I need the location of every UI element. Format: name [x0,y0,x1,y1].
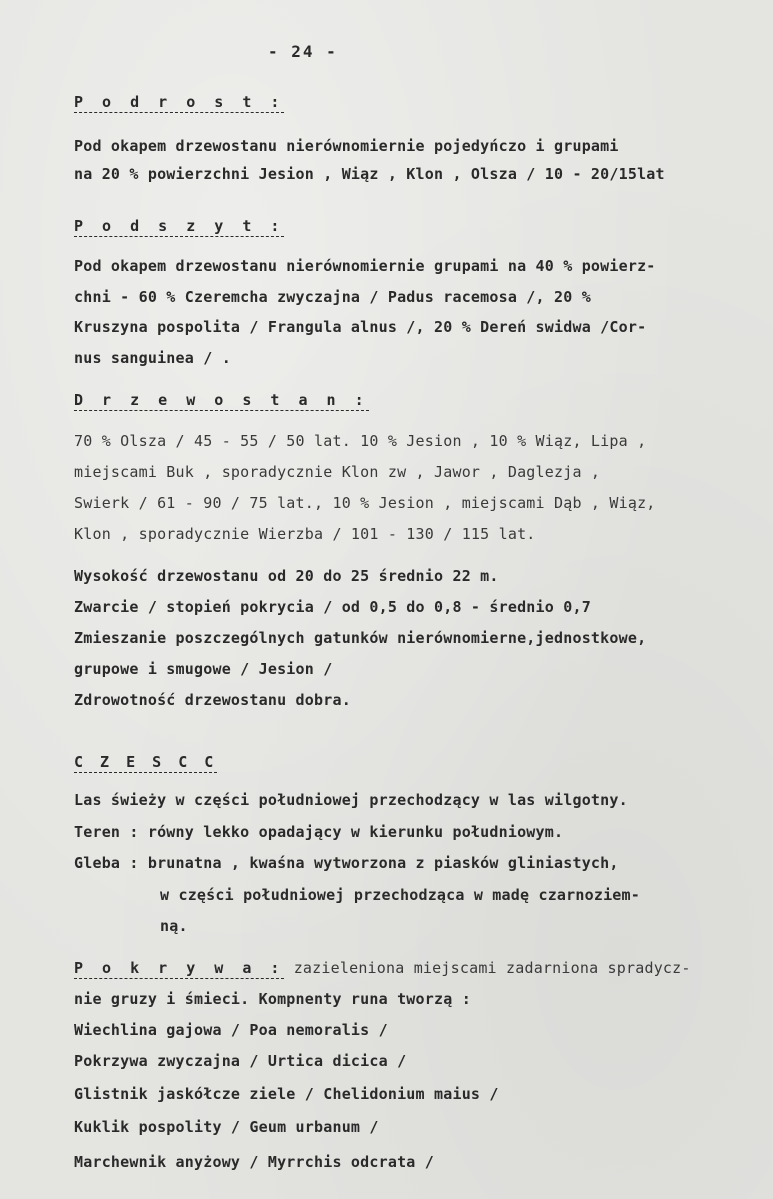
page-number: - 24 - [268,42,338,61]
text-line: Pod okapem drzewostanu nierównomiernie pojedyńczo i grupami [74,137,619,155]
text-line: Las świeży w części południowej przechodzący w las wilgotny. [74,791,628,809]
text-line: Teren : równy lekko opadający w kierunku południowym. [74,823,564,841]
text-line: Pokrzywa zwyczajna / Urtica dicica / [74,1052,407,1070]
text-line: Glistnik jaskółcze ziele / Chelidonium maius / [74,1085,499,1103]
heading-continuation: zazieleniona miejscami zadarniona spradycz- [284,959,691,977]
text-line: Swierk / 61 - 90 / 75 lat., 10 % Jesion , miejscami Dąb , Wiąz, [74,494,656,512]
text-line: Kruszyna pospolita / Frangula alnus /, 20 % Dereń swidwa /Cor- [74,318,647,336]
heading-text: P o d s z y t : [74,217,285,235]
section-heading-pokrywa [74,958,691,978]
text-line: Wysokość drzewostanu od 20 do 25 średnio 22 m. [74,567,499,585]
text-line: grupowe i smugowe / Jesion / [74,660,333,678]
text-line: Klon , sporadycznie Wierzba / 101 - 130 / 115 lat. [74,525,536,543]
text-line: Zdrowotność drzewostanu dobra. [74,691,351,709]
section-heading-czesc-c [74,752,217,772]
text-line: miejscami Buk , sporadycznie Klon zw , Jawor , Daglezja , [74,463,601,481]
text-line: Marchewnik anyżowy / Myrrchis odcrata / [74,1153,434,1171]
text-line: Pod okapem drzewostanu nierównomiernie grupami na 40 % powierz- [74,257,656,275]
section-heading-drzewostan [74,390,369,410]
text-line: 70 % Olsza / 45 - 55 / 50 lat. 10 % Jesion , 10 % Wiąz, Lipa , [74,432,647,450]
section-heading-podszyt [74,216,284,236]
text-line: nie gruzy i śmieci. Kompnenty runa tworzą : [74,990,471,1008]
text-line: Zwarcie / stopień pokrycia / od 0,5 do 0,8 - średnio 0,7 [74,598,591,616]
text-line-indented: w części południowej przechodząca w madę czarnoziem- [160,886,640,904]
heading-text: P o k r y w a : [74,959,285,977]
text-line: Gleba : brunatna , kwaśna wytworzona z piasków gliniastych, [74,854,619,872]
heading-text: C Z E S C C [74,753,218,771]
text-line: Zmieszanie poszczególnych gatunków nierównomierne,jednostkowe, [74,629,647,647]
text-line: na 20 % powierzchni Jesion , Wiąz , Klon , Olsza / 10 - 20/15lat [74,165,665,183]
text-line: nus sanguinea / . [74,349,231,367]
text-line: chni - 60 % Czeremcha zwyczajna / Padus racemosa /, 20 % [74,288,591,306]
text-line: Wiechlina gajowa / Poa nemoralis / [74,1021,388,1039]
heading-text: P o d r o s t : [74,93,285,111]
text-line: Kuklik pospolity / Geum urbanum / [74,1118,379,1136]
text-line-indented: ną. [160,917,188,935]
heading-text: D r z e w o s t a n : [74,391,369,409]
section-heading-podrost [74,92,284,112]
